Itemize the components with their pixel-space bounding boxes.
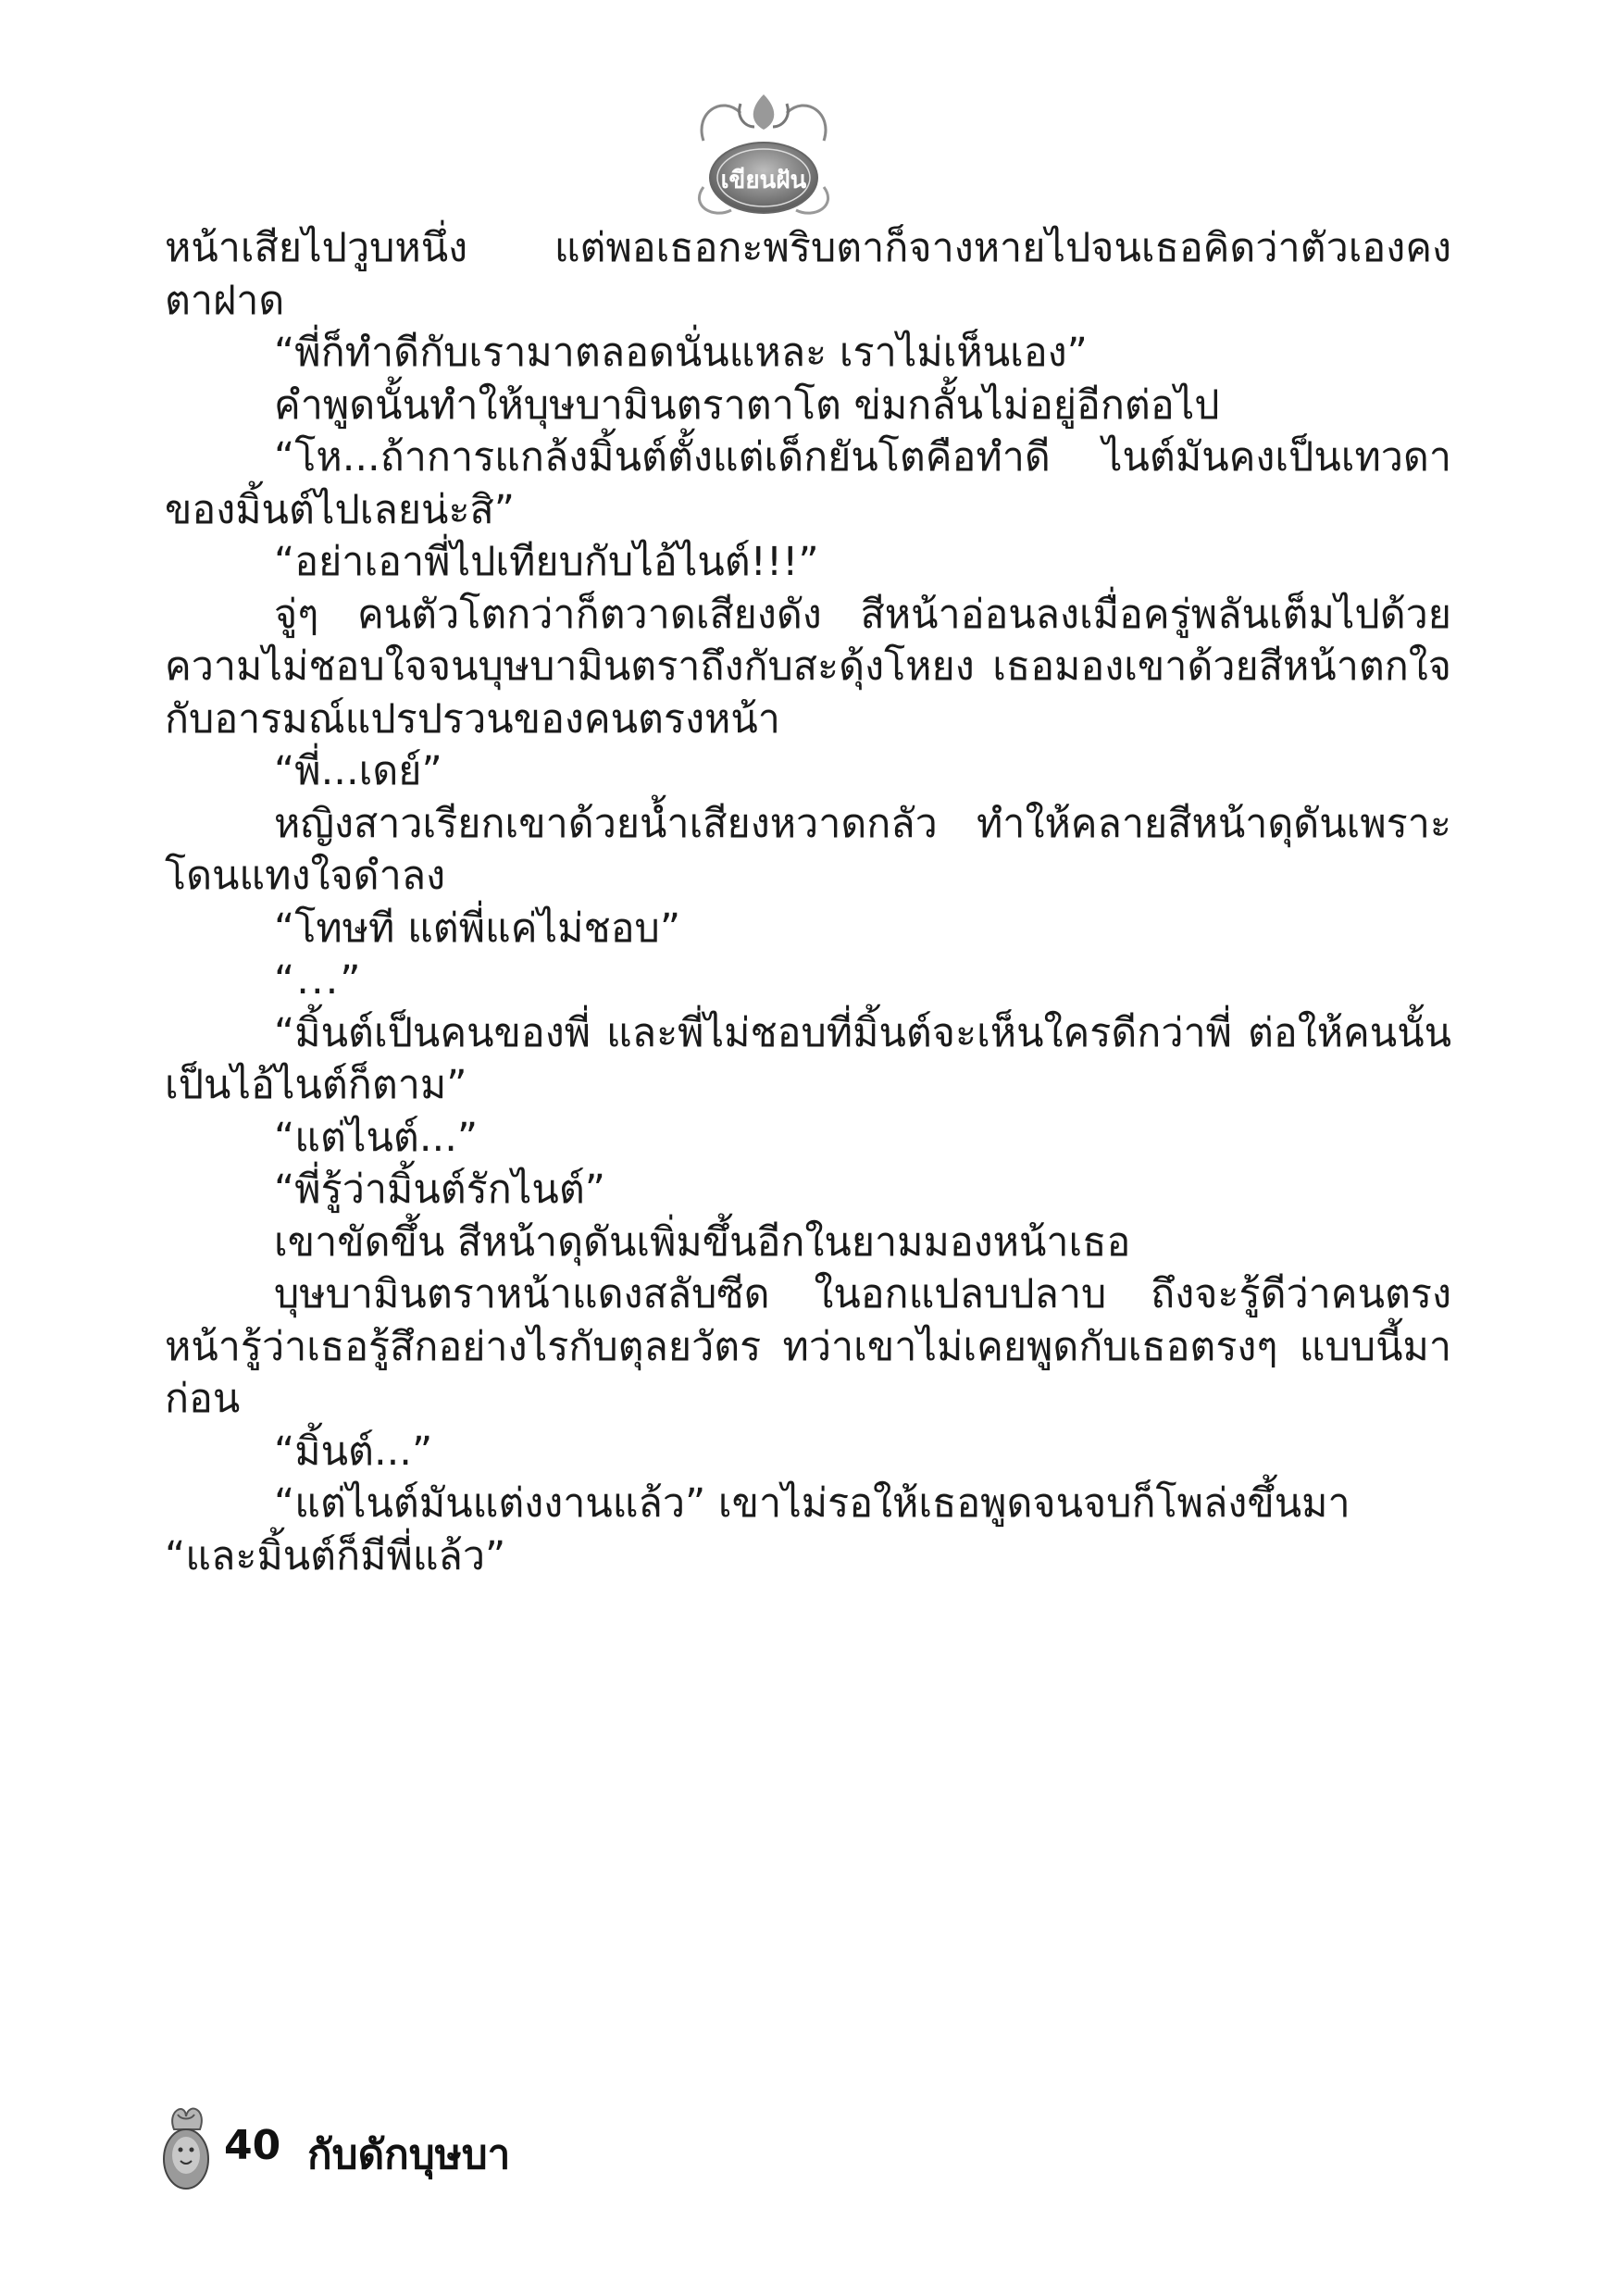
paragraph-5: “อย่าเอาพี่ไปเทียบกับไอ้ไนต์!!!”: [274, 539, 819, 585]
paragraph-1: หน้าเสียไปวูบหนึ่ง แต่พอเธอกะพริบตาก็จางหายไปจนเธอคิดว่าตัวเองคงตาฝาด: [165, 225, 1451, 324]
paragraph-18: “และมิ้นต์ก็มีพี่แล้ว”: [165, 1532, 506, 1579]
paragraph-12: “แต่ไนต์...”: [274, 1114, 479, 1161]
body-text: [165, 222, 1451, 1582]
paragraph-16: “มิ้นต์...”: [274, 1428, 433, 1475]
paragraph-3: คำพูดนั้นทำให้บุษบามินตราตาโต ข่มกลั้นไม่อยู่อีกต่อไป: [274, 381, 1220, 429]
paragraph-10: “...”: [274, 957, 363, 1004]
paragraph-9: “โทษที แต่พี่แค่ไม่ชอบ”: [274, 905, 681, 952]
paragraph-13: “พี่รู้ว่ามิ้นต์รักไนต์”: [274, 1167, 606, 1213]
paragraph-8: หญิงสาวเรียกเขาด้วยน้ำเสียงหวาดกลัว ทำให้คลายสีหน้าดุดันเพราะโดนแทงใจดำลง: [165, 800, 1451, 899]
paragraph-14: เขาขัดขึ้น สีหน้าดุดันเพิ่มขึ้นอีกในยามมองหน้าเธอ: [274, 1218, 1131, 1266]
paragraph-6: จู่ๆ คนตัวโตกว่าก็ตวาดเสียงดัง สีหน้าอ่อนลงเมื่อครู่พลันเต็มไปด้วยความไม่ชอบใจจนบุษบามินตราถึงกับสะดุ้งโหยง เธอมองเขาด้วยสีหน้าตกใจกับอารมณ์แปรปรวนของคนตรงหน้า: [165, 591, 1451, 742]
page-number: 40: [224, 2122, 281, 2169]
paragraph-15: บุษบามินตราหน้าแดงสลับซีด ในอกแปลบปลาบ ถึงจะรู้ดีว่าคนตรงหน้ารู้ว่าเธอรู้สึกอย่างไรกับตุลยวัตร ทว่าเขาไม่เคยพูดกับเธอตรงๆ แบบนี้มาก่อน: [165, 1271, 1451, 1422]
emblem-text: เขียนฝัน: [720, 167, 807, 194]
page-footer: [157, 2092, 713, 2203]
paragraph-7: “พี่...เดย์”: [274, 748, 442, 794]
ornamental-crest-icon: [685, 85, 842, 224]
paragraph-2: “พี่ก็ทำดีกับเรามาตลอดนั่นแหละ เราไม่เห็นเอง”: [274, 330, 1088, 376]
paragraph-4: “โห...ถ้าการแกล้งมิ้นต์ตั้งแต่เด็กยันโตคือทำดี ไนต์มันคงเป็นเทวดาของมิ้นต์ไปเลยน่ะสิ”: [165, 434, 1451, 533]
paragraph-17: “แต่ไนต์มันแต่งงานแล้ว” เขาไม่รอให้เธอพูดจนจบก็โพล่งขึ้นมา: [274, 1480, 1350, 1527]
book-title: กับดักบุษบา: [307, 2131, 511, 2178]
cartoon-character-icon: [157, 2102, 215, 2192]
paragraph-11: “มิ้นต์เป็นคนของพี่ และพี่ไม่ชอบที่มิ้นต์จะเห็นใครดีกว่าพี่ ต่อให้คนนั้นเป็นไอ้ไนต์ก็ตาม”: [165, 1009, 1451, 1108]
